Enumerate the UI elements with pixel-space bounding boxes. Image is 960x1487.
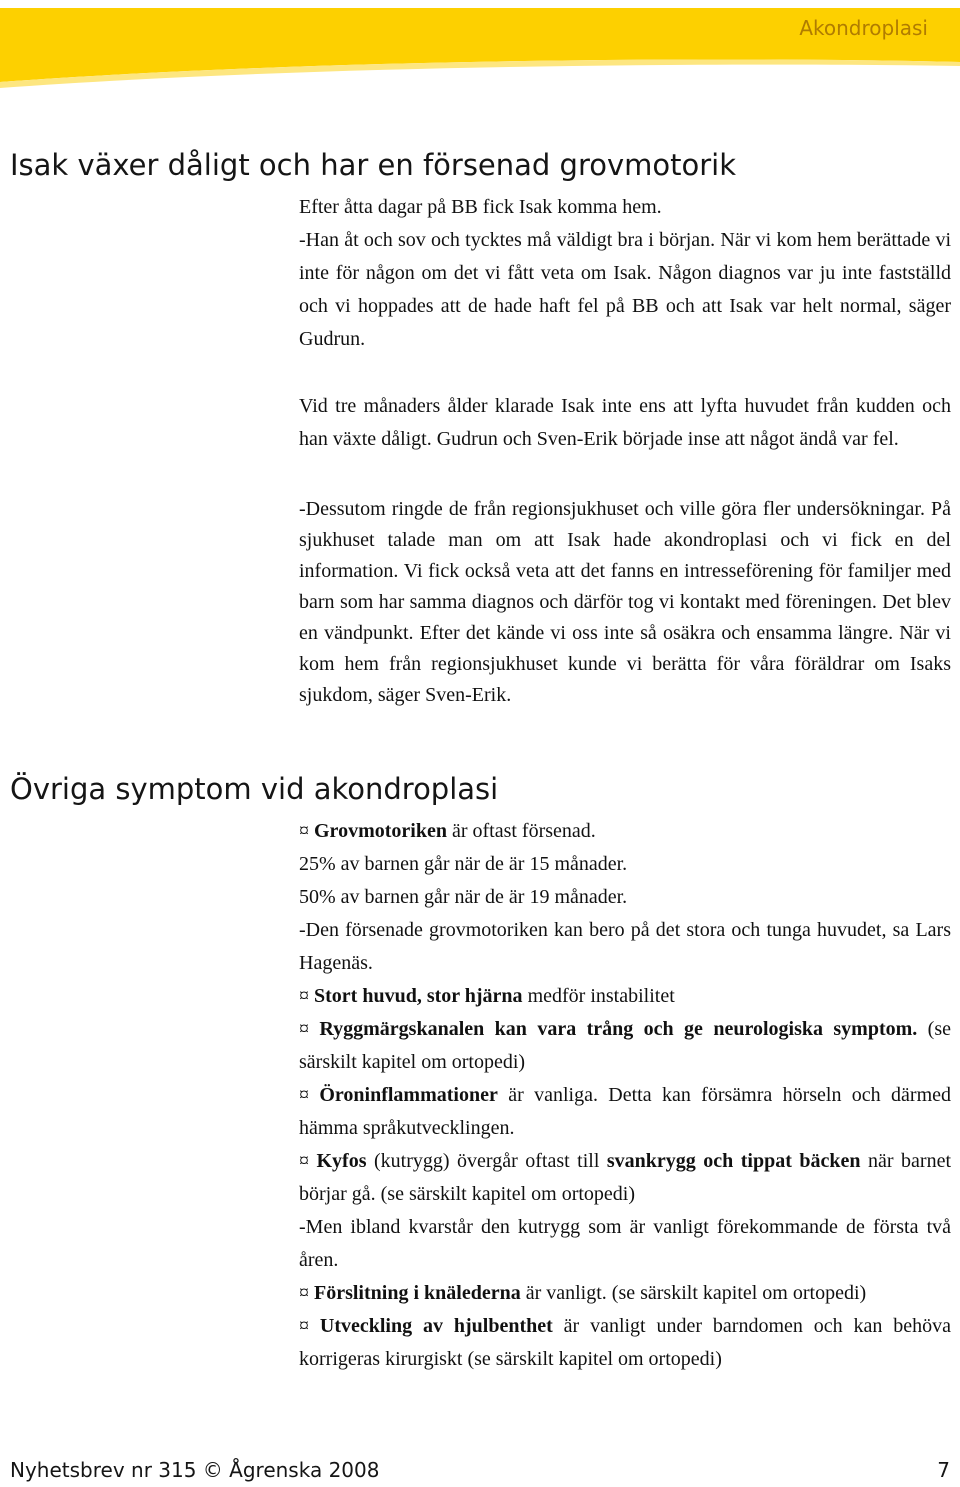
symptom-quote: -Den försenade grovmotoriken kan bero på det stora och tunga huvudet, sa Lars Hagenäs. bbox=[299, 919, 951, 974]
bullet-icon: ¤ bbox=[299, 1150, 309, 1172]
header-swoosh bbox=[0, 0, 960, 90]
hospital-paragraph bbox=[299, 494, 951, 711]
symptom-kyfos: ¤ Kyfos (kutrygg) övergår oftast till svankrygg och tippat bäcken när barnet börjar gå. (se särskilt kapitel om ortopedi) bbox=[299, 1150, 952, 1205]
footer-publication: Nyhetsbrev nr 315 © Ågrenska 2008 bbox=[10, 1458, 380, 1482]
bullet-icon: ¤ bbox=[299, 1084, 309, 1106]
symptom-ryggmargskanalen: ¤ Ryggmärgskanalen kan vara trång och ge neurologiska symptom. (se särskilt kapitel om ortopedi) bbox=[299, 1018, 952, 1073]
symptom-stort-huvud: ¤ Stort huvud, stor hjärna medför instabilitet bbox=[299, 985, 675, 1007]
symptom-oroninflammationer: ¤ Öroninflammationer är vanliga. Detta kan försämra hörseln och därmed hämma språkutvecklingen. bbox=[299, 1084, 951, 1139]
intro-quote: -Han åt och sov och tycktes må väldigt bra i början. När vi kom hem berättade vi inte för någon om det vi fått veta om Isak. Någon diagnos var ju inte fastställd och vi hoppades att de hade haft fel på BB och att Isak var helt normal, säger Gudrun. bbox=[299, 229, 951, 350]
bullet-icon: ¤ bbox=[299, 985, 309, 1007]
symptom-stat-15: 25% av barnen går när de är 15 månader. bbox=[299, 853, 628, 875]
bullet-icon: ¤ bbox=[299, 1315, 309, 1337]
symptom-stat-19: 50% av barnen går när de är 19 månader. bbox=[299, 886, 628, 908]
symptom-knaleder: ¤ Förslitning i knälederna är vanligt. (se särskilt kapitel om ortopedi) bbox=[299, 1282, 867, 1304]
page-footer bbox=[10, 1458, 950, 1482]
hospital-text: -Dessutom ringde de från regionsjukhuset och ville göra fler undersökningar. På sjukhuset talade man om att Isak hade akondroplasi och vi fick en del information. Vi fick också veta att det fanns en intresseförening för familjer med barn som har samma diagnos och därför tog vi kontakt med föreningen. Det blev en vändpunkt. Efter det kände vi oss inte så osäkra och ensamma längre. När vi kom hem från regionsjukhuset kunde vi berätta för våra föräldrar om Isaks sjukdom, säger Sven-Erik. bbox=[299, 498, 951, 706]
bullet-icon: ¤ bbox=[299, 1282, 309, 1304]
symptom-grovmotorik: ¤ Grovmotoriken är oftast försenad. bbox=[299, 820, 596, 842]
header-banner bbox=[0, 0, 960, 90]
intro-line: Efter åtta dagar på BB fick Isak komma hem. bbox=[299, 196, 662, 218]
section-heading-isak: Isak växer dåligt och har en försenad grovmotorik bbox=[10, 148, 737, 182]
symptom-kutrygg: -Men ibland kvarstår den kutrygg som är vanligt förekommande de första två åren. bbox=[299, 1216, 951, 1271]
bullet-icon: ¤ bbox=[299, 820, 309, 842]
symptoms-list bbox=[299, 815, 951, 1376]
three-months-paragraph bbox=[299, 390, 951, 456]
symptom-hjulbenthet: ¤ Utveckling av hjulbenthet är vanligt under barndomen och kan behöva korrigeras kirurgiskt (se särskilt kapitel om ortopedi) bbox=[299, 1315, 952, 1370]
intro-paragraph bbox=[299, 191, 951, 356]
section-heading-symptoms: Övriga symptom vid akondroplasi bbox=[10, 772, 499, 806]
header-title: Akondroplasi bbox=[799, 16, 928, 40]
page-number: 7 bbox=[937, 1458, 950, 1482]
three-months-text: Vid tre månaders ålder klarade Isak inte ens att lyfta huvudet från kudden och han växte dåligt. Gudrun och Sven-Erik började inse att något ändå var fel. bbox=[299, 395, 951, 450]
bullet-icon: ¤ bbox=[299, 1018, 309, 1040]
